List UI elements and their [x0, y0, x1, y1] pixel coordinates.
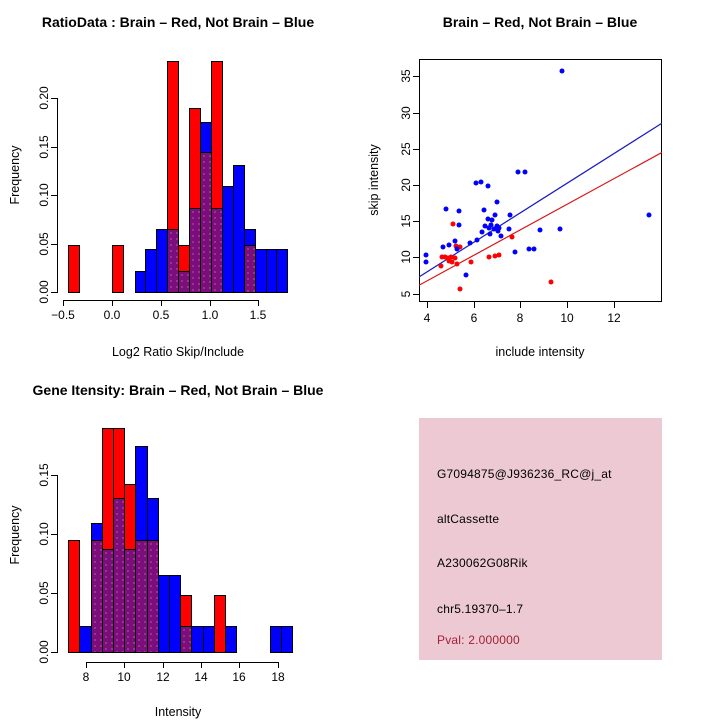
- info-box: [419, 418, 662, 660]
- scatter-point-blue: [456, 222, 461, 227]
- y-tick-label: 0.10: [37, 183, 51, 207]
- scatter-point-red: [451, 222, 456, 227]
- x-axis-tick: [567, 302, 568, 308]
- scatter-point-blue: [488, 231, 493, 236]
- y-axis-tick: [413, 149, 419, 150]
- scatter-title: Brain – Red, Not Brain – Blue: [442, 14, 638, 30]
- info-probe-id: G7094875@J936236_RC@j_at: [437, 467, 612, 481]
- y-axis-tick: [413, 185, 419, 186]
- x-axis-tick: [427, 302, 428, 308]
- hist-bar-red: [167, 61, 179, 230]
- x-tick-label: 1.0: [201, 308, 219, 322]
- x-axis-tick: [112, 300, 113, 306]
- scatter-point-blue: [523, 169, 528, 174]
- x-tick-label: 6: [470, 311, 478, 325]
- x-tick-label: 16: [232, 670, 246, 684]
- y-tick-label: 0.05: [37, 232, 51, 256]
- y-tick-label: 0.20: [37, 86, 51, 110]
- scatter-point-blue: [443, 206, 448, 211]
- ratio-histogram-title: RatioData : Brain – Red, Not Brain – Blue: [41, 14, 315, 30]
- scatter-point-blue: [538, 227, 543, 232]
- y-tick-label: 5: [399, 290, 413, 298]
- y-tick-label: 30: [399, 106, 413, 120]
- x-axis-line: [86, 662, 279, 663]
- scatter-point-blue: [506, 227, 511, 232]
- scatter-point-blue: [498, 234, 503, 239]
- y-tick-label: 0.05: [37, 581, 51, 605]
- scatter-point-blue: [468, 240, 473, 245]
- scatter-point-blue: [478, 180, 483, 185]
- y-axis-tick: [413, 294, 419, 295]
- scatter-point-red: [452, 255, 457, 260]
- hist-bar-red: [180, 595, 192, 627]
- hist-bar-blue: [281, 626, 293, 653]
- info-gene-symbol: A230062G08Rik: [437, 556, 528, 570]
- y-axis-tick: [51, 593, 57, 594]
- y-axis-tick: [51, 292, 57, 293]
- x-axis-tick: [201, 662, 202, 668]
- scatter-point-blue: [482, 208, 487, 213]
- scatter-point-blue: [452, 238, 457, 243]
- x-tick-label: 1.5: [249, 308, 267, 322]
- x-tick-label: −0.5: [51, 308, 75, 322]
- x-axis-tick: [63, 300, 64, 306]
- hist-bar-red: [68, 245, 80, 293]
- hist-bar-red: [112, 245, 124, 293]
- gene-histogram-title: Gene Itensity: Brain – Red, Not Brain – Blue: [32, 382, 324, 398]
- x-tick-label: 12: [607, 311, 621, 325]
- x-tick-label: 12: [156, 670, 170, 684]
- scatter-point-blue: [497, 226, 502, 231]
- scatter-point-blue: [423, 259, 428, 264]
- y-tick-label: 35: [399, 69, 413, 83]
- regression-line-not-brain: [419, 123, 662, 277]
- ratio-histogram-xlabel: Log2 Ratio Skip/Include: [111, 345, 245, 359]
- scatter-point-blue: [513, 250, 518, 255]
- scatter-point-blue: [463, 272, 468, 277]
- y-axis-tick: [413, 76, 419, 77]
- scatter-point-blue: [479, 230, 484, 235]
- x-tick-label: 8: [516, 311, 524, 325]
- hist-bar-blue: [276, 249, 288, 293]
- scatter-point-blue: [447, 243, 452, 248]
- x-axis-tick: [278, 662, 279, 668]
- scatter-ylabel: skip intensity: [367, 144, 381, 216]
- y-axis-tick: [51, 534, 57, 535]
- y-axis-tick: [51, 195, 57, 196]
- x-axis-tick: [86, 662, 87, 668]
- x-tick-label: 10: [117, 670, 131, 684]
- scatter-point-blue: [492, 212, 497, 217]
- info-location: chr5.19370–1.7: [437, 602, 524, 616]
- x-tick-label: 8: [82, 670, 90, 684]
- x-tick-label: 18: [271, 670, 285, 684]
- scatter-point-red: [510, 235, 515, 240]
- scatter-point-red: [439, 263, 444, 268]
- y-axis-tick: [51, 98, 57, 99]
- scatter-point-red: [486, 254, 491, 259]
- info-event-type: altCassette: [437, 512, 500, 526]
- scatter-point-blue: [456, 209, 461, 214]
- gene-histogram-ylabel: Frequency: [8, 505, 22, 565]
- y-axis-tick: [51, 244, 57, 245]
- y-axis-tick: [51, 475, 57, 476]
- scatter-point-blue: [490, 217, 495, 222]
- hist-bar-blue: [147, 498, 159, 541]
- scatter-point-blue: [485, 184, 490, 189]
- x-axis-tick: [614, 302, 615, 308]
- y-tick-label: 0.15: [37, 135, 51, 159]
- y-axis-tick: [51, 652, 57, 653]
- y-axis-tick: [51, 147, 57, 148]
- y-tick-label: 0.00: [37, 640, 51, 664]
- x-tick-label: 10: [560, 311, 574, 325]
- scatter-point-blue: [495, 200, 500, 205]
- scatter-point-blue: [560, 68, 565, 73]
- x-tick-label: 0.5: [152, 308, 170, 322]
- y-tick-label: 0.00: [37, 280, 51, 304]
- scatter-point-red: [548, 280, 553, 285]
- x-axis-tick: [239, 662, 240, 668]
- scatter-point-red: [455, 262, 460, 267]
- x-axis-tick: [163, 662, 164, 668]
- y-axis-tick: [413, 257, 419, 258]
- scatter-point-red: [457, 286, 462, 291]
- x-axis-tick: [474, 302, 475, 308]
- x-axis-tick: [161, 300, 162, 306]
- scatter-point-red: [497, 252, 502, 257]
- y-tick-label: 20: [399, 178, 413, 192]
- y-tick-label: 15: [399, 214, 413, 228]
- scatter-point-blue: [441, 245, 446, 250]
- info-pval: Pval: 2.000000: [437, 633, 520, 647]
- y-tick-label: 0.15: [37, 463, 51, 487]
- scatter-point-blue: [454, 246, 459, 251]
- hist-bar-blue: [244, 229, 256, 246]
- scatter-point-red: [469, 260, 474, 265]
- gene-histogram-xlabel: Intensity: [154, 705, 202, 719]
- x-axis-tick: [258, 300, 259, 306]
- scatter-point-blue: [646, 212, 651, 217]
- y-axis-line: [57, 475, 58, 653]
- y-axis-line: [57, 98, 58, 293]
- scatter-xlabel: include intensity: [495, 345, 585, 359]
- y-tick-label: 10: [399, 250, 413, 264]
- x-axis-tick: [210, 300, 211, 306]
- scatter-point-blue: [507, 213, 512, 218]
- scatter-point-blue: [475, 238, 480, 243]
- y-tick-label: 0.10: [37, 522, 51, 546]
- y-axis-tick: [413, 113, 419, 114]
- hist-bar-blue: [225, 626, 237, 653]
- x-tick-label: 0.0: [103, 308, 121, 322]
- y-axis-tick: [413, 221, 419, 222]
- ratio-histogram-ylabel: Frequency: [8, 145, 22, 205]
- x-tick-label: 14: [194, 670, 208, 684]
- x-tick-label: 4: [423, 311, 431, 325]
- scatter-point-blue: [558, 227, 563, 232]
- x-axis-tick: [124, 662, 125, 668]
- scatter-point-blue: [423, 253, 428, 258]
- x-axis-tick: [520, 302, 521, 308]
- scatter-point-blue: [516, 169, 521, 174]
- scatter-point-blue: [531, 247, 536, 252]
- y-tick-label: 25: [399, 142, 413, 156]
